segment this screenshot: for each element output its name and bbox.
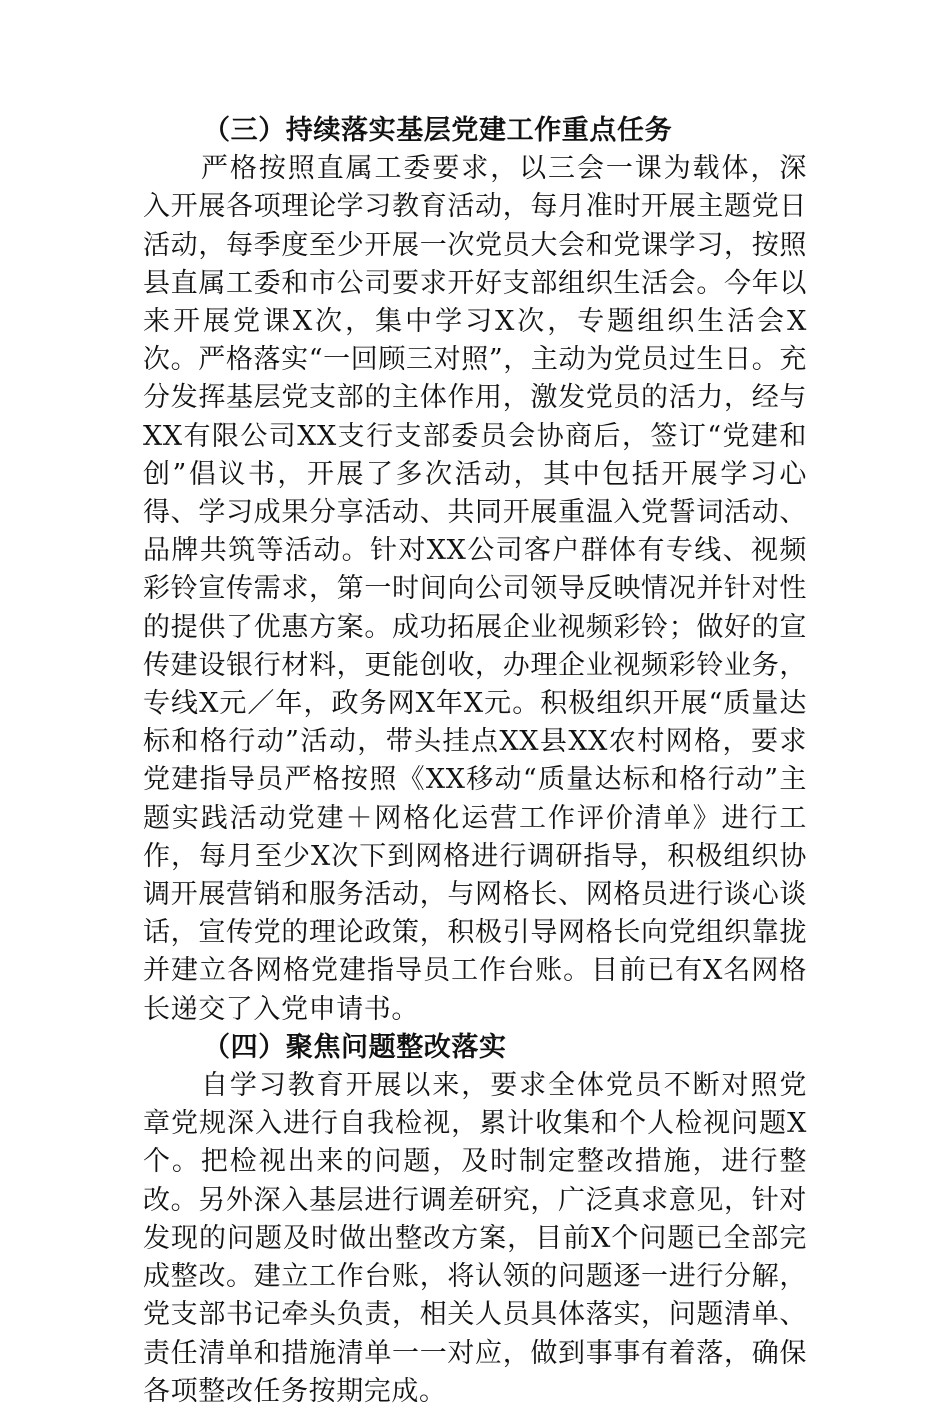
section-paragraph-4: 自学习教育开展以来，要求全体党员不断对照党章党规深入进行自我检视，累计收集和个人检视问题X个。把检视出来的问题，及时制定整改措施，进行整改。另外深入基层进行调差研究，广泛真求意见，针对发现的问题及时做出整改方案，目前X个问题已全部完成整改。建立工作台账，将认领的问题逐一进行分解，党支部书记牵头负责，相关人员具体落实，问题清单、责任清单和措施清单一一对应，做到事事有着落，确保各项整改任务按期完成。: [143, 1070, 807, 1407]
document-body: [143, 112, 807, 1411]
section-heading-4: （四）聚焦问题整改落实: [203, 1031, 507, 1063]
section-heading-3: （三）持续落实基层党建工作重点任务: [203, 115, 673, 146]
section-paragraph-3: 严格按照直属工委要求，以三会一课为载体，深入开展各项理论学习教育活动，每月准时开展主题党日活动，每季度至少开展一次党员大会和党课学习，按照县直属工委和市公司要求开好支部组织生活会。今年以来开展党课X次，集中学习X次，专题组织生活会X次。严格落实“一回顾三对照”，主动为党员过生日。充分发挥基层党支部的主体作用，激发党员的活力，经与XX有限公司XX支行支部委员会协商后，签订“党建和创”倡议书，开展了多次活动，其中包括开展学习心得、学习成果分享活动、共同开展重温入党誓词活动、品牌共筑等活动。针对XX公司客户群体有专线、视频彩铃宣传需求，第一时间向公司领导反映情况并针对性的提供了优惠方案。成功拓展企业视频彩铃；做好的宣传建设银行材料，更能创收，办理企业视频彩铃业务，专线X元／年，政务网X年X元。积极组织开展“质量达标和格行动”活动，带头挂点XX县XX农村网格，要求党建指导员严格按照《XX移动“质量达标和格行动”主题实践活动党建＋网格化运营工作评价清单》进行工作，每月至少X次下到网格进行调研指导，积极组织协调开展营销和服务活动，与网格长、网格员进行谈心谈话，宣传党的理论政策，积极引导网格长向党组织靠拢并建立各网格党建指导员工作台账。目前已有X名网格长递交了入党申请书。: [143, 153, 807, 1025]
